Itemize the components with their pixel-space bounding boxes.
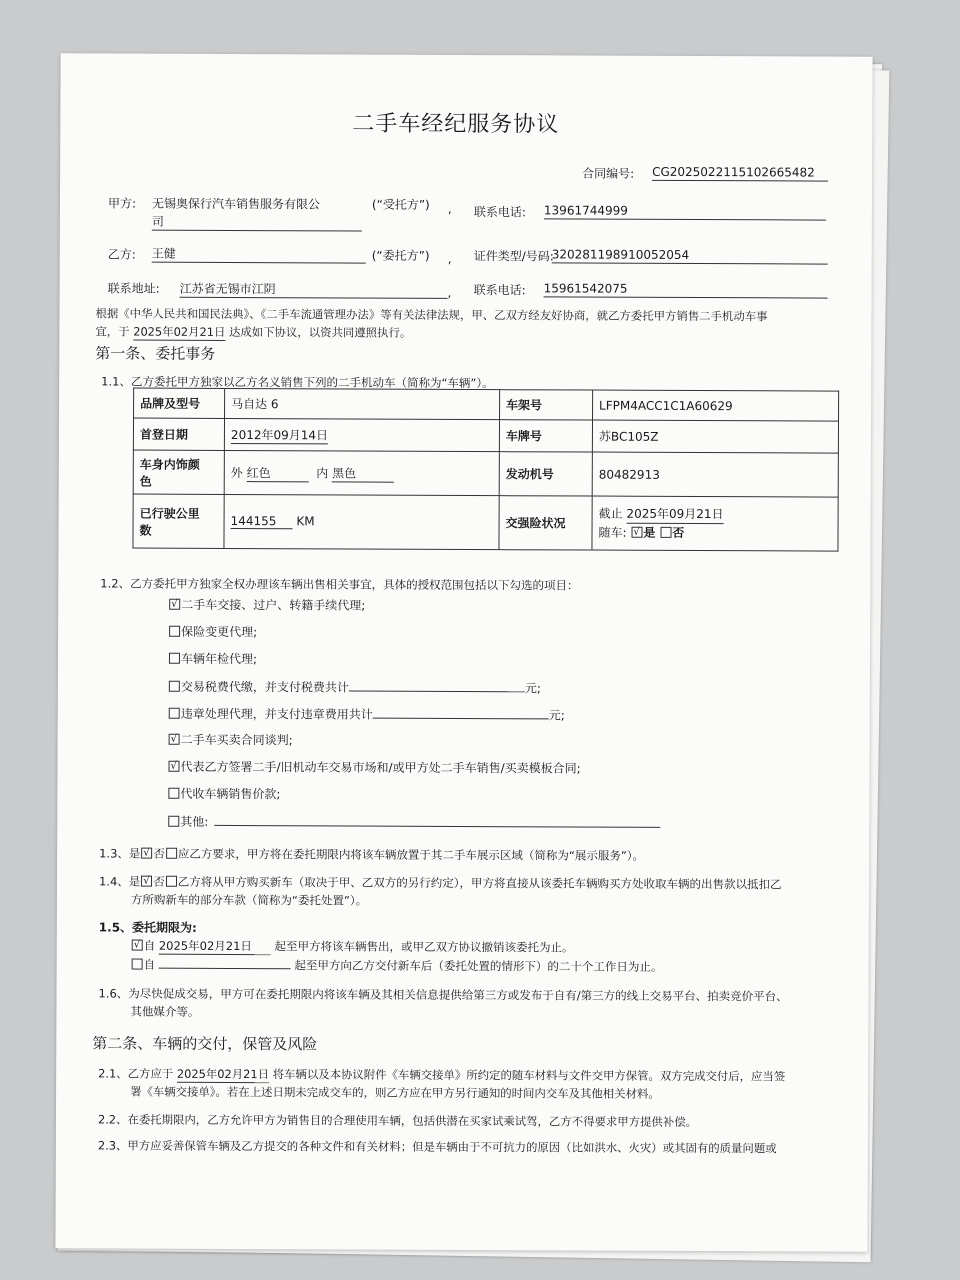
clause-1-6-cont: 其他媒介等。	[130, 1004, 200, 1019]
contract-page	[55, 53, 872, 1252]
insurance-cell	[592, 496, 838, 551]
party-b-name: 王健	[152, 246, 366, 264]
clause-1-1: 1.1、乙方委托甲方独家以乙方名义销售下列的二手机动车（简称为“车辆”）。	[101, 374, 494, 391]
party-a-name-cont: 司	[151, 214, 164, 229]
mileage-cell	[224, 494, 499, 549]
handover-date: 2025年02月21日	[176, 1066, 270, 1082]
violation-amount-blank	[373, 706, 549, 720]
ins-no-checkbox[interactable]	[660, 527, 671, 538]
scope-item-6: √二手车买卖合同谈判;	[168, 732, 293, 749]
party-b-id: 320281198910052054	[552, 246, 828, 264]
reg-date-value: 2012年09月14日	[230, 427, 329, 442]
scope-item-4: 交易税费代缴，并支付税费共计 元;	[168, 678, 541, 697]
term-option-2: 自 起至甲方向乙方交付新车后（委托处置的情形下）的二十个工作日为止。	[131, 956, 663, 975]
address-label: 联系地址:	[107, 281, 160, 296]
scope-checkbox-7[interactable]	[168, 761, 179, 772]
intro-suffix: 达成如下协议，以资共同遵照执行。	[228, 324, 412, 340]
party-b-phone: 15961542075	[544, 280, 828, 298]
scope-item-8: 代收车辆销售价款;	[167, 786, 280, 802]
scope-item-7: √代表乙方签署二手/旧机动车交易市场和/或甲方处二手车销售/买卖模板合同;	[167, 759, 580, 777]
mileage-unit: KM	[296, 514, 315, 529]
mileage-value: 144155	[231, 514, 293, 529]
party-b-id-label: 证件类型/号码:	[473, 249, 554, 264]
document-title: 二手车经纪服务协议	[352, 111, 560, 138]
disposal-yes-checkbox[interactable]	[141, 876, 152, 887]
ins-yes-checkbox[interactable]	[631, 527, 642, 538]
clause-1-3: 1.3、是√ 否 应乙方要求，甲方将在委托期限内将该车辆放置于其二手车展示区域（简称为“展示服务”）。	[99, 845, 644, 863]
ins-until-value: 2025年09月21日	[626, 505, 723, 524]
clause-1-2: 1.2、乙方委托甲方独家全权办理该车辆出售相关事宜，具体的授权范围包括以下勾选的项目：	[100, 576, 579, 593]
party-b-phone-label: 联系电话:	[473, 283, 526, 298]
plate-value: 苏BC105Z	[592, 420, 838, 453]
vehicle-info-table	[132, 388, 839, 552]
outer-color-label: 外	[230, 465, 243, 480]
outer-color-value: 红色	[247, 464, 309, 482]
display-yes-checkbox[interactable]	[141, 848, 152, 859]
plate-label: 车牌号	[499, 420, 592, 452]
ins-with-label: 随车:	[598, 525, 627, 540]
scope-item-9: 其他:	[167, 813, 660, 832]
scope-checkbox-9[interactable]	[168, 816, 179, 827]
intro-line-1: 根据《中华人民共和国民法典》、《二手车流通管理办法》等有关法律法规，甲、乙双方经友好协商，就乙方委托甲方销售二手机动车事	[95, 306, 768, 324]
insurance-label: 交强险状况	[499, 496, 592, 550]
party-b-comma: ,	[447, 251, 452, 266]
scope-item-1: √二手车交接、过户、转籍手续代理;	[168, 597, 365, 614]
scope-checkbox-6[interactable]	[169, 734, 180, 745]
reg-date-label: 首登日期	[133, 418, 224, 450]
reg-date-cell	[224, 418, 499, 451]
color-label: 车身内饰颜 色	[133, 450, 224, 494]
color-cell	[224, 450, 499, 495]
party-a-comma: ,	[447, 201, 452, 216]
clause-1-4-cont: 方所购新车的部分车款（简称为“委托处置”）。	[130, 892, 368, 908]
scope-item-2: 保险变更代理;	[168, 624, 257, 640]
clause-2-3: 2.3、甲方应妥善保管车辆及乙方提交的各种文件和有关材料；但是车辆由于不可抗力的原因（比如洪水、火灾）或其固有的质量问题或	[97, 1138, 777, 1156]
scope-checkbox-3[interactable]	[169, 653, 180, 664]
vin-value: LFPM4ACC1C1A60629	[593, 390, 839, 421]
ins-until-label: 截止	[598, 506, 623, 521]
clause-2-1: 2.1、乙方应于 2025年02月21日 将车辆以及本协议附件《车辆交接单》所约定的随车材料与文件交甲方保管。双方完成交付后，应当签	[98, 1066, 786, 1084]
address-value: 江苏省无锡市江阴	[180, 281, 448, 299]
scope-checkbox-4[interactable]	[169, 681, 180, 692]
inner-color-label: 内	[316, 465, 329, 480]
scope-checkbox-1[interactable]	[169, 599, 180, 610]
scope-item-5: 违章处理代理，并支付违章费用共计 元;	[168, 705, 565, 724]
brand-label: 品牌及型号	[134, 388, 225, 418]
mileage-label: 已行驶公里 数	[133, 494, 224, 548]
party-a-label: 甲方:	[107, 196, 137, 211]
clause-1-6: 1.6、为尽快促成交易，甲方可在委托期限内将该车辆及其相关信息提供给第三方或发布于自有/第三方的线上交易平台、拍卖竞价平台、	[98, 986, 788, 1004]
address-comma: ,	[447, 285, 452, 300]
contract-no-label: 合同编号:	[582, 166, 635, 181]
term-2-checkbox[interactable]	[132, 959, 143, 970]
term-option-1: √自 2025年02月21日 起至甲方将该车辆售出，或甲乙双方协议撤销该委托为止。	[131, 938, 574, 957]
ins-no-label: 否	[672, 525, 685, 540]
scope-checkbox-2[interactable]	[169, 626, 180, 637]
vin-label: 车架号	[500, 390, 593, 420]
party-a-phone-label: 联系电话:	[473, 205, 526, 220]
scope-checkbox-5[interactable]	[169, 708, 180, 719]
tax-amount-blank	[349, 678, 525, 692]
engine-label: 发动机号	[499, 452, 592, 496]
intro-date: 2025年02月21日	[133, 324, 226, 339]
clause-2-1-cont: 署《车辆交接单》。若在上述日期未完成交车的，则乙方应在甲方另行通知的时间内交车及其他相关材料。	[130, 1084, 660, 1101]
party-a-underline	[152, 230, 362, 232]
party-b-role: (“委托方”)	[371, 248, 430, 263]
party-a-phone: 13961744999	[544, 202, 826, 220]
intro-prefix: 宜，于	[95, 324, 130, 339]
term-1-date: 2025年02月21日	[159, 938, 271, 955]
clause-1-4: 1.4、是√ 否 乙方将从甲方购买新车（取决于甲、乙双方的另行约定），甲方将直接从该委托车辆购买方处收取车辆的出售款以抵扣乙	[99, 873, 782, 892]
engine-value: 80482913	[592, 452, 838, 497]
intro-line-2	[95, 323, 411, 341]
disposal-no-checkbox[interactable]	[166, 876, 177, 887]
party-a-name: 无锡奥保行汽车销售服务有限公	[151, 196, 321, 212]
article-2-title: 第二条、车辆的交付，保管及风险	[92, 1034, 318, 1054]
contract-no-value: CG20250221151026654​82	[652, 164, 828, 182]
other-blank	[214, 813, 660, 828]
display-no-checkbox[interactable]	[166, 848, 177, 859]
brand-value: 马自达 6	[225, 388, 500, 419]
term-1-checkbox[interactable]	[132, 940, 143, 951]
scope-checkbox-8[interactable]	[168, 788, 179, 799]
clause-1-5: 1.5、委托期限为:	[98, 920, 197, 935]
party-b-label: 乙方:	[107, 247, 136, 262]
ins-yes-label: 是	[643, 525, 656, 540]
inner-color-value: 黑色	[332, 464, 394, 482]
article-1-title: 第一条、委托事务	[95, 344, 216, 363]
clause-2-2: 2.2、在委托期限内，乙方允许甲方为销售目的合理使用车辆，包括供潜在买家试乘试驾，乙方不得要求甲方提供补偿。	[97, 1112, 698, 1130]
party-a-role: (“受托方”)	[371, 197, 430, 212]
term-2-date-blank	[159, 956, 291, 970]
scope-item-3: 车辆年检代理;	[168, 651, 257, 667]
